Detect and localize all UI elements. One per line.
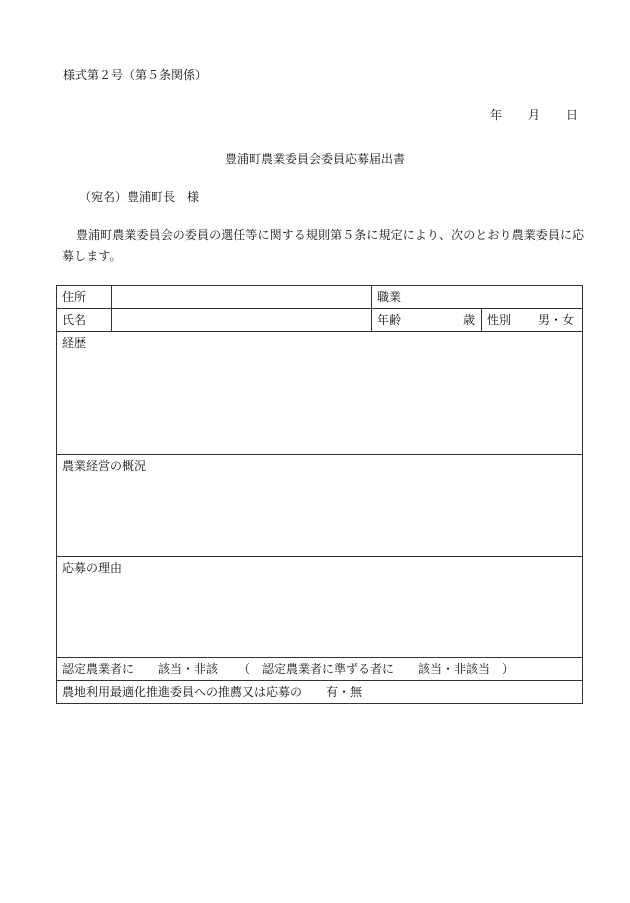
- reason-field[interactable]: [57, 557, 583, 658]
- sex-field[interactable]: [482, 309, 583, 332]
- date-day: 日: [566, 108, 579, 122]
- address-field[interactable]: [112, 286, 372, 309]
- age-unit: 歳: [462, 313, 475, 327]
- recommendation-label: 農地利用最適化推進委員への推薦又は応募の: [62, 685, 303, 699]
- certified-farmer-row: [57, 658, 583, 681]
- name-field[interactable]: [112, 309, 372, 332]
- career-label: 経歴: [62, 336, 87, 350]
- reason-label: 応募の理由: [62, 561, 123, 575]
- date-year: 年: [490, 108, 503, 122]
- occupation-label: 職業: [377, 290, 402, 304]
- application-form-table: [56, 285, 583, 704]
- recommendation-field: [57, 681, 583, 704]
- certified-options[interactable]: 該当・非該: [158, 662, 219, 676]
- certified-farmer-field: [57, 658, 583, 681]
- name-label: 氏名: [57, 309, 112, 332]
- form-number: 様式第２号（第５条関係）: [63, 68, 208, 82]
- career-row: [57, 332, 583, 455]
- farm-overview-row: [57, 455, 583, 557]
- reason-row: [57, 557, 583, 658]
- age-label: 年齢: [377, 313, 402, 327]
- date-month: 月: [528, 108, 541, 122]
- document-title: 豊浦町農業委員会委員応募届出書: [224, 152, 405, 166]
- recommendation-row: [57, 681, 583, 704]
- quasi-certified-options[interactable]: 該当・非該当 ）: [418, 662, 515, 676]
- quasi-certified-label: （ 認定農業者に準ずる者に: [238, 662, 395, 676]
- age-field[interactable]: [372, 309, 482, 332]
- recommendation-options[interactable]: 有・無: [326, 685, 363, 699]
- career-field[interactable]: [57, 332, 583, 455]
- farm-overview-field[interactable]: [57, 455, 583, 557]
- sex-label: 性別: [487, 313, 512, 327]
- name-row: [57, 309, 583, 332]
- addressee: （宛名）豊浦町長 様: [79, 190, 200, 204]
- occupation-field[interactable]: [372, 286, 583, 309]
- sex-options: 男・女: [538, 313, 575, 327]
- body-text: 豊浦町農業委員会の委員の選任等に関する規則第５条に規定により、次のとおり農業委員に応募します。: [62, 228, 585, 263]
- address-label: 住所: [57, 286, 112, 309]
- certified-label: 認定農業者に: [62, 662, 135, 676]
- address-row: [57, 286, 583, 309]
- farm-overview-label: 農業経営の概況: [62, 459, 147, 473]
